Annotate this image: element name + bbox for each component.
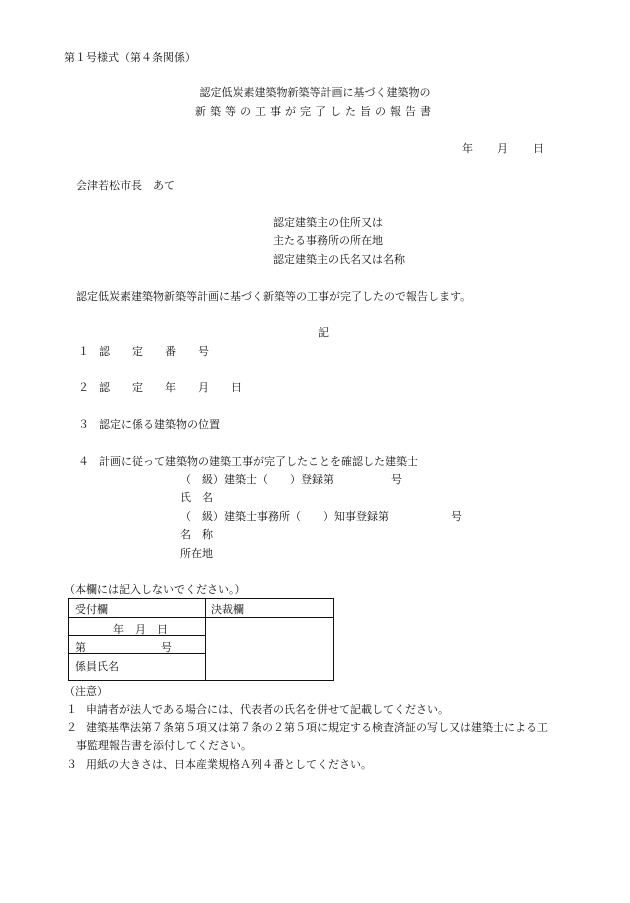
item-2-number: ２ xyxy=(78,381,89,394)
receipt-staff: 係員氏名 xyxy=(75,660,119,673)
date-month-label: 月 xyxy=(497,142,508,155)
item-3-label: 認定に係る建築物の位置 xyxy=(99,418,220,431)
note-1-text: 申請者が法人である場合には、代表者の氏名を併せて記載してください。 xyxy=(86,703,449,716)
addressee: 会津若松市長 あて xyxy=(76,179,175,192)
receipt-table xyxy=(68,598,334,681)
approval-body-cell xyxy=(206,618,334,681)
title-line-2: 新築等の工事が完了した旨の報告書 xyxy=(195,105,435,118)
receipt-date: 年 月 日 xyxy=(113,623,168,636)
note-3-text: 用紙の大きさは、日本産業規格Ａ列４番としてください。 xyxy=(86,758,372,771)
item-3-number: ３ xyxy=(78,418,89,431)
item-2-label: 認 定 年 月 日 xyxy=(99,381,242,394)
item-1-number: １ xyxy=(78,345,89,358)
office-registration: （ 級）建築士事務所（ ）知事登録第 xyxy=(180,510,389,523)
notes-heading: （注意） xyxy=(64,685,108,698)
receipt-header-cell xyxy=(69,599,206,618)
title-line-1: 認定低炭素建築物新築等計画に基づく建築物の xyxy=(199,86,431,99)
note-1-number: １ xyxy=(66,703,77,716)
item-1-label: 認 定 番 号 xyxy=(99,345,209,358)
architect-registration-go: 号 xyxy=(391,473,402,486)
office-name-label: 名 称 xyxy=(180,528,213,541)
receipt-header-label: 受付欄 xyxy=(75,603,108,616)
receipt-divider-1 xyxy=(69,635,205,636)
applicant-address-label: 認定建築主の住所又は xyxy=(273,216,383,229)
form-number: 第１号様式（第４条関係） xyxy=(64,51,196,64)
receipt-body-cell xyxy=(69,618,206,681)
note-2-text-line-1: 建築基準法第７条第５項又は第７条の２第５項に規定する検査済証の写し又は建築士による工 xyxy=(86,721,548,734)
architect-registration: （ 級）建築士（ ）登録第 xyxy=(180,473,334,486)
receipt-go: 号 xyxy=(161,641,172,654)
office-registration-go: 号 xyxy=(451,510,462,523)
office-use-note: （本欄には記入しないでください。） xyxy=(64,583,246,596)
note-2-number: ２ xyxy=(66,721,77,734)
item-4-number: ４ xyxy=(78,455,89,468)
date-day-label: 日 xyxy=(533,142,544,155)
note-3-number: ３ xyxy=(66,758,77,771)
applicant-name-label: 認定建築主の氏名又は名称 xyxy=(273,253,405,266)
ki-heading: 記 xyxy=(318,326,329,339)
office-location-label: 所在地 xyxy=(180,547,213,560)
item-4-label: 計画に従って建築物の建築工事が完了したことを確認した建築士 xyxy=(99,455,418,468)
date-year-label: 年 xyxy=(462,142,473,155)
approval-header-cell xyxy=(206,599,334,618)
applicant-office-label: 主たる事務所の所在地 xyxy=(273,234,383,247)
receipt-dai: 第 xyxy=(75,641,86,654)
architect-name-label: 氏 名 xyxy=(180,491,213,504)
approval-header-label: 決裁欄 xyxy=(211,603,244,616)
note-2-text-line-2: 事監理報告書を添付してください。 xyxy=(76,739,252,752)
receipt-divider-2 xyxy=(69,653,205,654)
report-statement: 認定低炭素建築物新築等計画に基づく新築等の工事が完了したので報告します。 xyxy=(76,290,472,303)
